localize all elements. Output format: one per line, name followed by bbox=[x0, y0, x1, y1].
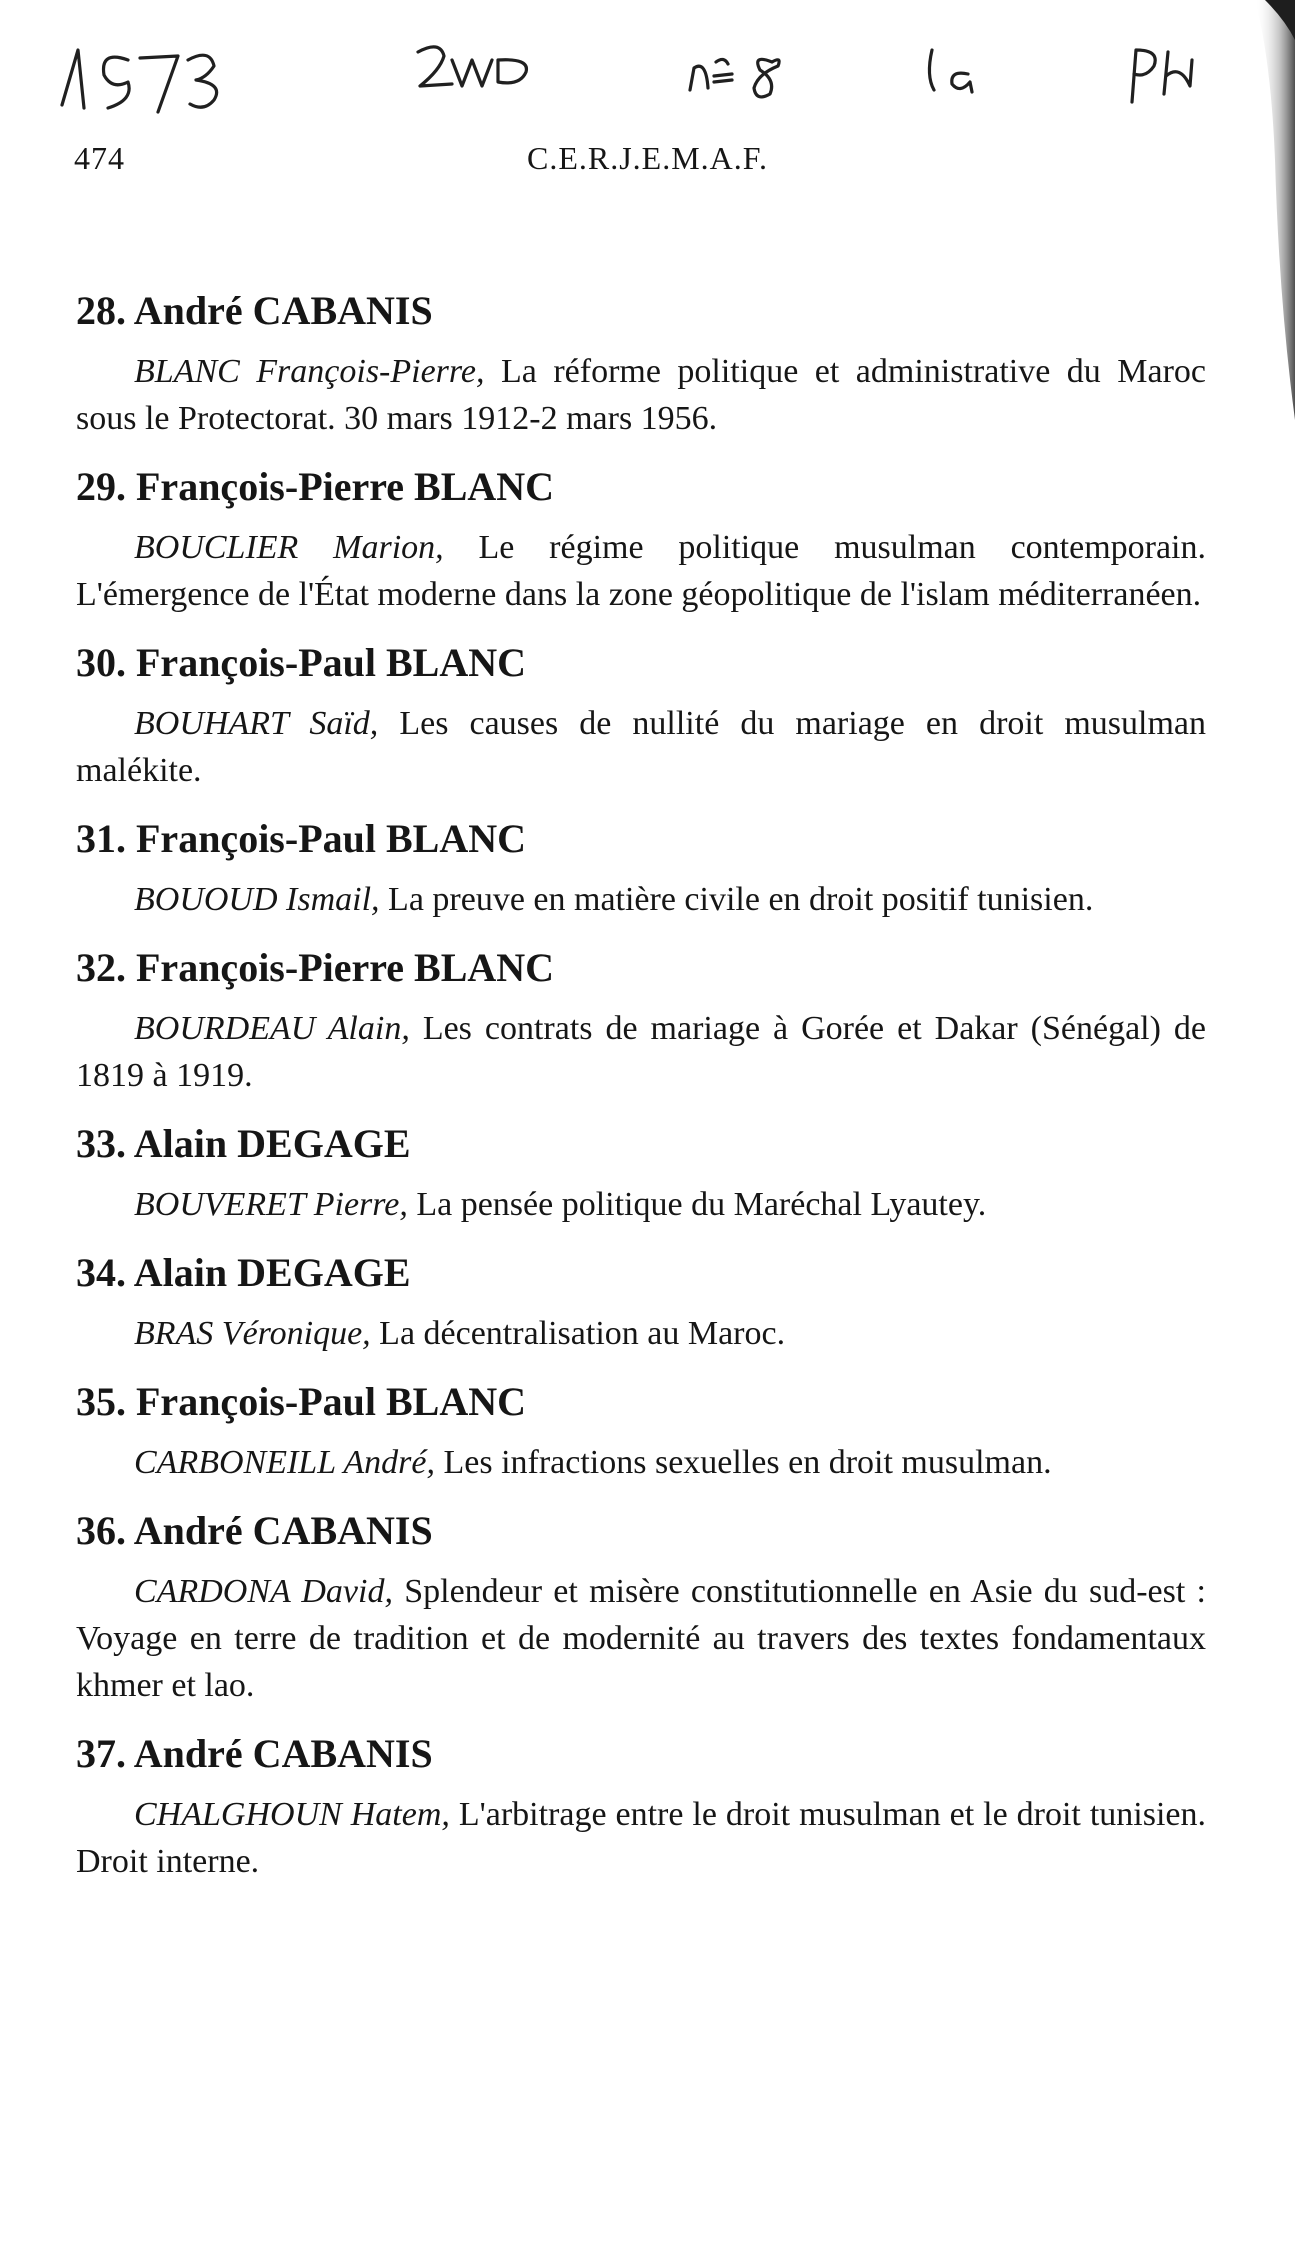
entry-body bbox=[76, 1439, 1206, 1486]
entry-heading bbox=[76, 1508, 1206, 1554]
entry-body bbox=[76, 700, 1206, 794]
entry-number: 29. bbox=[76, 464, 126, 509]
thesis-entry bbox=[76, 816, 1206, 923]
entry-body bbox=[76, 1791, 1206, 1885]
thesis-entry bbox=[76, 464, 1206, 618]
thesis-entry bbox=[76, 1250, 1206, 1357]
thesis-director: André CABANIS bbox=[133, 288, 433, 333]
entry-heading bbox=[76, 1250, 1206, 1296]
entry-number: 30. bbox=[76, 640, 126, 685]
thesis-title: Les causes de nullité du mariage en droit musulman malékite. bbox=[76, 705, 1207, 789]
entry-heading bbox=[76, 464, 1206, 510]
handwritten-note-2000 bbox=[418, 47, 526, 86]
handwritten-note-1573 bbox=[62, 50, 217, 112]
thesis-director: François-Paul BLANC bbox=[136, 816, 526, 861]
thesis-director: André CABANIS bbox=[133, 1508, 433, 1553]
handwritten-annotation bbox=[0, 20, 1295, 130]
handwritten-note-la bbox=[929, 50, 972, 92]
thesis-author: CARBONEILL André, bbox=[134, 1444, 435, 1481]
entry-number: 32. bbox=[76, 945, 126, 990]
thesis-author: BOUOUD Ismail, bbox=[134, 881, 380, 918]
thesis-entry bbox=[76, 945, 1206, 1099]
thesis-entry bbox=[76, 640, 1206, 794]
thesis-title: L'arbitrage entre le droit musulman et le droit tunisien. Droit interne. bbox=[76, 1796, 1206, 1880]
entry-heading bbox=[76, 1379, 1206, 1425]
entry-heading bbox=[76, 640, 1206, 686]
thesis-title: La réforme politique et administrative du Maroc sous le Protectorat. 30 mars 1912-2 mars 1956. bbox=[76, 353, 1207, 437]
thesis-author: BOUHART Saïd, bbox=[134, 705, 379, 742]
thesis-title: Les contrats de mariage à Gorée et Dakar (Sénégal) de 1819 à 1919. bbox=[76, 1010, 1207, 1094]
entry-heading bbox=[76, 945, 1206, 991]
thesis-author: BOUVERET Pierre, bbox=[134, 1186, 408, 1223]
entry-body bbox=[76, 1005, 1206, 1099]
thesis-entry bbox=[76, 1508, 1206, 1709]
thesis-author: BOURDEAU Alain, bbox=[134, 1010, 410, 1047]
handwritten-annotation-drawing bbox=[0, 20, 1295, 130]
entry-number: 28. bbox=[76, 288, 126, 333]
entry-number: 34. bbox=[76, 1250, 126, 1295]
handwritten-note-ph bbox=[1132, 50, 1192, 102]
entry-body bbox=[76, 1310, 1206, 1357]
entry-number: 31. bbox=[76, 816, 126, 861]
thesis-author: BLANC François-Pierre, bbox=[134, 353, 485, 390]
thesis-director: Alain DEGAGE bbox=[133, 1121, 411, 1166]
thesis-title: La décentralisation au Maroc. bbox=[379, 1315, 786, 1352]
entry-number: 36. bbox=[76, 1508, 126, 1553]
thesis-author: BOUCLIER Marion, bbox=[134, 529, 444, 566]
thesis-author: BRAS Véronique, bbox=[134, 1315, 371, 1352]
entry-number: 37. bbox=[76, 1731, 126, 1776]
thesis-director: François-Pierre BLANC bbox=[136, 464, 555, 509]
thesis-director: François-Paul BLANC bbox=[136, 1379, 526, 1424]
scan-edge-shadow bbox=[1235, 0, 1295, 420]
thesis-title: Le régime politique musulman contemporain. L'émergence de l'État moderne dans la zone géopolitique de l'islam méditerranéen. bbox=[76, 529, 1207, 613]
thesis-title: La preuve en matière civile en droit positif tunisien. bbox=[388, 881, 1094, 918]
entry-heading bbox=[76, 1731, 1206, 1777]
thesis-title: Les infractions sexuelles en droit musulman. bbox=[443, 1444, 1052, 1481]
thesis-director: François-Paul BLANC bbox=[136, 640, 526, 685]
thesis-title: Splendeur et misère constitutionnelle en Asie du sud-est : Voyage en terre de tradition et de modernité au travers des textes fondamentaux khmer et lao. bbox=[76, 1573, 1207, 1704]
thesis-entry bbox=[76, 1731, 1206, 1885]
running-title: C.E.R.J.E.M.A.F. bbox=[526, 140, 769, 176]
thesis-director: François-Pierre BLANC bbox=[136, 945, 555, 990]
entry-heading bbox=[76, 288, 1206, 334]
thesis-entry bbox=[76, 1379, 1206, 1486]
entry-body bbox=[76, 1181, 1206, 1228]
handwritten-note-number bbox=[690, 59, 779, 97]
entry-body bbox=[76, 524, 1206, 618]
thesis-director: Alain DEGAGE bbox=[133, 1250, 411, 1295]
thesis-entry bbox=[76, 1121, 1206, 1228]
entry-heading bbox=[76, 1121, 1206, 1167]
entry-number: 35. bbox=[76, 1379, 126, 1424]
entry-body bbox=[76, 348, 1206, 442]
thesis-entry bbox=[76, 288, 1206, 442]
entry-number: 33. bbox=[76, 1121, 126, 1166]
entry-body bbox=[76, 876, 1206, 923]
entry-heading bbox=[76, 816, 1206, 862]
thesis-title: La pensée politique du Maréchal Lyautey. bbox=[416, 1186, 987, 1223]
entry-body bbox=[76, 1568, 1206, 1709]
thesis-author: CARDONA David, bbox=[134, 1573, 393, 1610]
thesis-list bbox=[76, 288, 1206, 1907]
thesis-author: CHALGHOUN Hatem, bbox=[134, 1796, 450, 1833]
page-number: 474 bbox=[74, 140, 125, 176]
thesis-director: André CABANIS bbox=[133, 1731, 433, 1776]
